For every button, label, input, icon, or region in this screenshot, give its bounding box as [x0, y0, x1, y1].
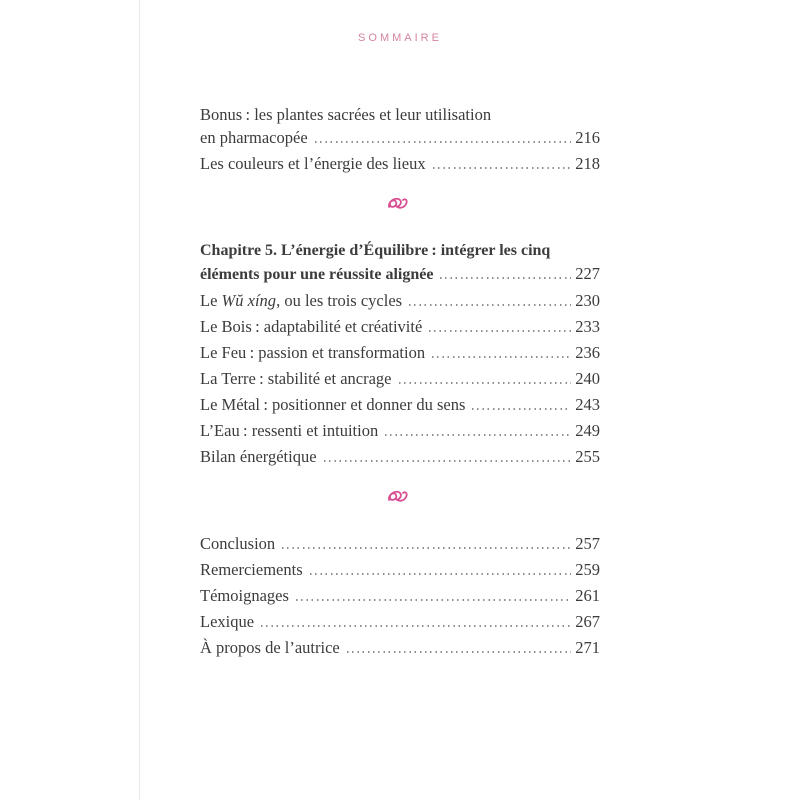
toc-entry	[200, 341, 600, 364]
toc-entry-page: 227	[575, 264, 600, 283]
toc-entry-title: Le Bois : adaptabilité et créativité	[200, 317, 423, 336]
toc-entry-row	[200, 152, 600, 175]
toc-entry-page: 267	[575, 612, 600, 631]
toc-entry	[200, 419, 600, 442]
toc-entry-title: en pharmacopée	[200, 128, 308, 147]
dotted-leader	[324, 460, 572, 462]
toc-entry-page: 218	[575, 154, 600, 173]
toc-entry-row	[200, 341, 600, 364]
floral-flourish-icon	[200, 488, 600, 504]
toc-entry-row	[200, 393, 600, 416]
toc-entry-title: Bilan énergétique	[200, 447, 317, 466]
dotted-leader	[310, 573, 572, 575]
dotted-leader	[432, 356, 571, 358]
toc-entry-title: Les couleurs et l’énergie des lieux	[200, 154, 426, 173]
toc-entry-title: Lexique	[200, 612, 255, 631]
toc-entry-row	[200, 636, 600, 659]
toc-entry	[200, 103, 600, 149]
toc-entry-row	[200, 558, 600, 581]
toc-entry-title: Le Feu : passion et transformation	[200, 343, 426, 362]
toc-entry-page: 230	[575, 291, 600, 310]
toc-entry	[200, 393, 600, 416]
dotted-leader	[315, 141, 572, 143]
toc-entry	[200, 584, 600, 607]
toc-entry	[200, 610, 600, 633]
toc-entry-title: Conclusion	[200, 534, 276, 553]
toc-content	[200, 0, 600, 662]
dotted-leader	[472, 408, 571, 410]
toc-entry-page: 233	[575, 317, 600, 336]
toc-entry-title: Le Wŭ xíng, ou les trois cycles	[200, 291, 403, 310]
toc-entry-line: Bonus : les plantes sacrées et leur utilisation	[200, 105, 492, 124]
toc-entry-row	[200, 262, 600, 286]
toc-entry-row	[200, 289, 600, 312]
toc-entry	[200, 315, 600, 338]
toc-entry-row	[200, 367, 600, 390]
dotted-leader	[347, 651, 572, 653]
toc-entry-page: 240	[575, 369, 600, 388]
toc-entry-row	[200, 445, 600, 468]
toc-entry-title: Témoignages	[200, 586, 289, 605]
toc-entry-row	[200, 315, 600, 338]
toc-entry-page: 249	[575, 421, 600, 440]
dotted-leader	[429, 330, 571, 332]
toc-entry-title: La Terre : stabilité et ancrage	[200, 369, 392, 388]
toc-entry	[200, 239, 600, 286]
page-title: SOMMAIRE	[358, 32, 442, 44]
toc-entry-title: éléments pour une réussite alignée	[200, 266, 434, 283]
dotted-leader	[282, 547, 571, 549]
toc-entry-page: 216	[575, 128, 600, 147]
toc-entry-row	[200, 532, 600, 555]
toc-entry-row	[200, 584, 600, 607]
toc-section	[200, 103, 600, 175]
toc-entry-page: 257	[575, 534, 600, 553]
dotted-leader	[440, 277, 571, 279]
toc-entry-row	[200, 610, 600, 633]
toc-entry-page: 255	[575, 447, 600, 466]
dotted-leader	[399, 382, 572, 384]
dotted-leader	[261, 625, 571, 627]
dotted-leader	[433, 167, 572, 169]
toc-entry-title: À propos de l’autrice	[200, 638, 340, 657]
toc-entry-page: 243	[575, 395, 600, 414]
toc-entry	[200, 532, 600, 555]
toc-entry-page: 271	[575, 638, 600, 657]
toc-entry-title: Le Métal : positionner et donner du sens	[200, 395, 466, 414]
toc-entry-row	[200, 126, 600, 149]
toc-entry	[200, 445, 600, 468]
toc-entry	[200, 558, 600, 581]
toc-entry-page: 261	[575, 586, 600, 605]
dotted-leader	[409, 304, 571, 306]
toc-entry-title: L’Eau : ressenti et intuition	[200, 421, 379, 440]
toc-entry-page: 259	[575, 560, 600, 579]
toc-entry	[200, 152, 600, 175]
toc-entry-line: Chapitre 5. L’énergie d’Équilibre : intégrer les cinq	[200, 242, 551, 259]
toc-section	[200, 532, 600, 659]
toc-entry	[200, 289, 600, 312]
toc-entry-title: Remerciements	[200, 560, 303, 579]
toc-entry-page: 236	[575, 343, 600, 362]
dotted-leader	[296, 599, 571, 601]
toc-entry-row	[200, 419, 600, 442]
page-edge-line	[139, 0, 140, 800]
table-of-contents	[200, 103, 600, 659]
toc-entry	[200, 367, 600, 390]
dotted-leader	[385, 434, 571, 436]
toc-section	[200, 239, 600, 468]
floral-flourish-icon	[200, 195, 600, 211]
toc-entry	[200, 636, 600, 659]
